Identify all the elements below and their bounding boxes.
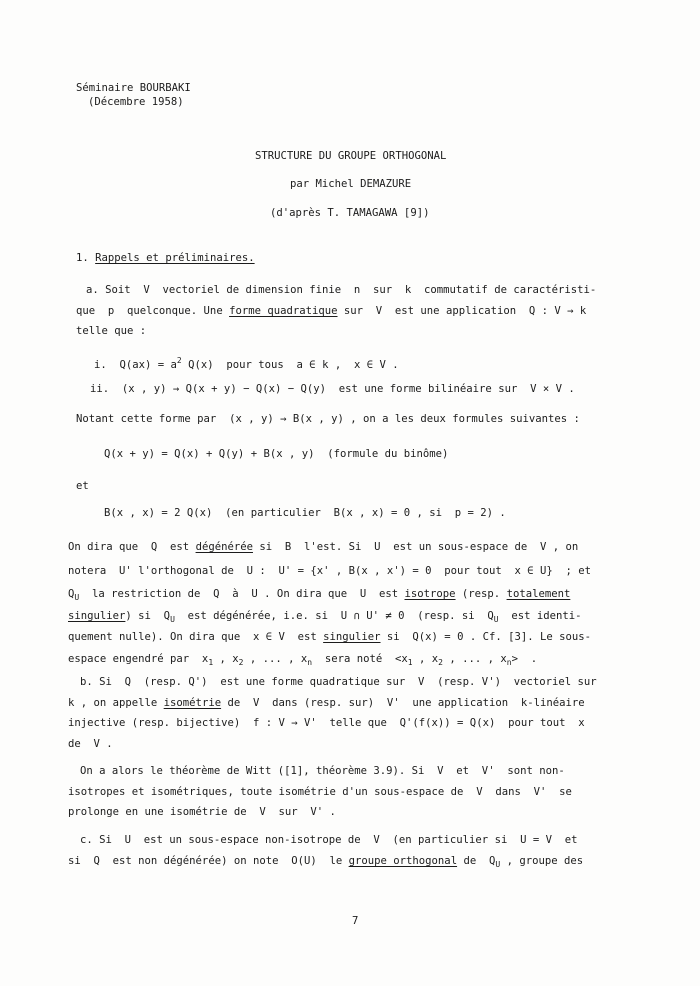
seminar-date: (Décembre 1958) (88, 96, 184, 108)
paper-source: (d'après T. TAMAGAWA [9]) (270, 207, 430, 219)
page-number: 7 (352, 915, 359, 927)
witt-line-1: On a alors le théorème de Witt ([1], théorème 3.9). Si V et V' sont non- (80, 765, 565, 777)
def-line-2: notera U' l'orthogonal de U : U' = {x' , B(x , x') = 0 pour tout x ∈ U} ; et (68, 565, 591, 577)
para-b-line-2: k , on appelle isométrie de V dans (resp. sur) V' une application k-linéaire (68, 697, 585, 709)
para-b-line-3: injective (resp. bijective) f : V → V' telle que Q'(f(x)) = Q(x) pour tout x (68, 717, 585, 729)
term-singulier: singulier (68, 610, 126, 622)
term-groupe-orthogonal: groupe orthogonal (348, 855, 458, 867)
witt-line-3: prolonge en une isométrie de V sur V' . (68, 806, 336, 818)
notant-line: Notant cette forme par (x , y) → B(x , y) , on a les deux formules suivantes : (76, 413, 580, 425)
def-line-1: On dira que Q est dégénérée si B l'est. Si U est un sous-espace de V , on (68, 541, 579, 553)
section-heading (76, 252, 255, 266)
para-a-line-3: telle que : (76, 325, 147, 337)
def-line-6: espace engendré par $x_1$ , $x_2$ , ... , $x_n$ sera noté $<x_1$ , $x_2$ , ... , $x_n>$ . (68, 653, 538, 667)
witt-line-2: isotropes et isométriques, toute isométrie d'un sous-espace de V dans V' se (68, 786, 572, 798)
paper-author: par Michel DEMAZURE (290, 178, 412, 190)
para-c-line-2: si Q est non dégénérée) on note O(U) le groupe orthogonal de $Q_U$ , groupe des (68, 855, 584, 869)
term-isometrie: isométrie (163, 697, 222, 709)
def-line-5: quement nulle). On dira que x ∈ V est singulier si Q(x) = 0 . Cf. [3]. Le sous- (68, 631, 592, 643)
section-number: 1. (76, 252, 89, 264)
et-word: et (76, 480, 89, 492)
formula-bxx: B(x , x) = 2 Q(x) (en particulier B(x , x) = 0 , si p = 2) . (104, 507, 506, 519)
seminar-series: Séminaire BOURBAKI (76, 82, 191, 94)
term-degeneree: dégénérée (195, 541, 253, 553)
paper-title: STRUCTURE DU GROUPE ORTHOGONAL (255, 150, 447, 162)
term-singulier-2: singulier (323, 631, 381, 643)
term-totalement: totalement (506, 588, 571, 600)
para-a-line-1: a. Soit V vectoriel de dimension finie n sur k commutatif de caractéristi- (86, 284, 597, 296)
term-forme-quadratique: forme quadratique (229, 305, 338, 317)
para-b-line-4: de V . (68, 738, 113, 750)
term-isotrope: isotrope (404, 588, 456, 600)
para-c-line-1: c. Si U est un sous-espace non-isotrope de V (en particulier si U = V et (80, 834, 578, 846)
item-ii: ii. (x , y) → Q(x + y) − Q(x) − Q(y) est une forme bilinéaire sur V × V . (90, 383, 575, 395)
def-line-3: $Q_U$ la restriction de Q à U . On dira que U est isotrope (resp. totalement (68, 588, 571, 602)
def-line-4: singulier) si $Q_U$ est dégénérée, i.e. si U ∩ U' ≠ 0 (resp. si $Q_U$ est identi- (68, 610, 582, 624)
section-title: Rappels et préliminaires. (95, 252, 255, 264)
para-b-line-1: b. Si Q (resp. Q') est une forme quadratique sur V (resp. V') vectoriel sur (80, 676, 597, 688)
para-a-line-2: que p quelconque. Une forme quadratique sur V est une application Q : V → k (76, 305, 587, 317)
formula-binome: Q(x + y) = Q(x) + Q(y) + B(x , y) (formule du binôme) (104, 448, 449, 460)
item-i: i. $Q(ax) = a^2$ Q(x) pour tous a ∈ k , x ∈ V . (94, 356, 399, 371)
